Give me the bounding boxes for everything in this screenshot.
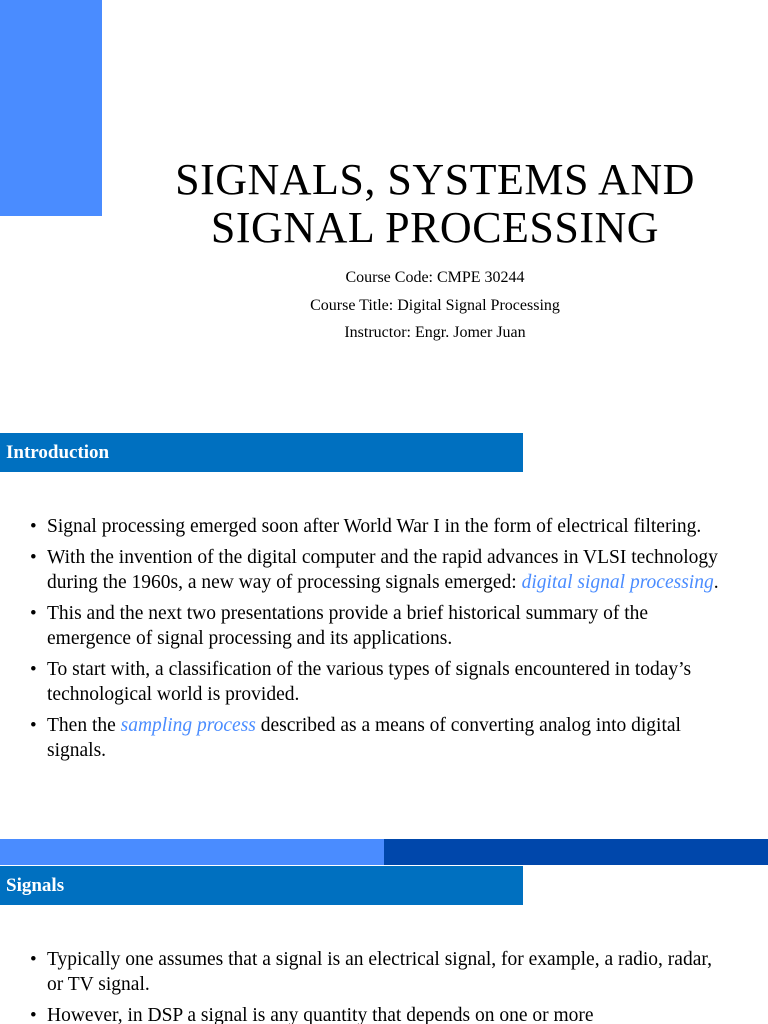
introduction-bullet-list xyxy=(30,514,720,769)
bullet-icon: • xyxy=(30,659,37,680)
list-item xyxy=(30,545,720,595)
bullet-text: Signal processing emerged soon after World War I in the form of electrical filtering. xyxy=(47,516,702,537)
list-item xyxy=(30,601,720,651)
bullet-icon: • xyxy=(30,547,37,568)
slide-title xyxy=(102,156,768,252)
bullet-text-end: . xyxy=(713,572,719,593)
list-item xyxy=(30,514,720,539)
bullet-text: This and the next two presentations provide a brief historical summary of the emergence of signal processing and its applications. xyxy=(47,603,649,649)
list-item xyxy=(30,1003,720,1024)
divider-dark-segment xyxy=(384,839,768,865)
course-code: Course Code: CMPE 30244 xyxy=(345,269,525,286)
list-item xyxy=(30,713,720,763)
bullet-icon: • xyxy=(30,603,37,624)
instructor: Instructor: Engr. Jomer Juan xyxy=(344,324,526,341)
list-item xyxy=(30,657,720,707)
course-title: Course Title: Digital Signal Processing xyxy=(310,296,560,314)
section-heading-signals: Signals xyxy=(0,866,523,905)
slide-title-line-1: SIGNALS, SYSTEMS AND xyxy=(175,155,695,204)
signals-bullet-list xyxy=(30,947,720,1024)
emphasis-term: sampling process xyxy=(120,715,256,736)
emphasis-term: digital signal processing xyxy=(521,572,714,593)
divider-light-segment xyxy=(0,839,384,865)
bullet-icon: • xyxy=(30,715,37,736)
section-heading-introduction: Introduction xyxy=(0,433,523,472)
bullet-text: Then the xyxy=(47,715,121,736)
bullet-text: To start with, a classification of the various types of signals encountered in today’s technological world is provided. xyxy=(47,659,692,705)
bullet-icon: • xyxy=(30,949,37,970)
bullet-text: However, in DSP a signal is any quantity that depends on one or more xyxy=(47,1005,594,1024)
slide-divider xyxy=(0,839,768,865)
slide-title-line-2: SIGNAL PROCESSING xyxy=(210,203,660,252)
course-info xyxy=(102,264,768,347)
bullet-text-end: described as a means of converting analog into digital signals. xyxy=(47,715,681,761)
bullet-text: Typically one assumes that a signal is an electrical signal, for example, a radio, radar, or TV signal. xyxy=(47,949,712,995)
title-slide xyxy=(0,0,768,420)
list-item xyxy=(30,947,720,997)
bullet-text: With the invention of the digital computer and the rapid advances in VLSI technology during the 1960s, a new way of processing signals emerged: xyxy=(47,547,718,593)
bullet-icon: • xyxy=(30,516,37,537)
bullet-icon: • xyxy=(30,1005,37,1024)
decorative-blue-block xyxy=(0,0,102,216)
